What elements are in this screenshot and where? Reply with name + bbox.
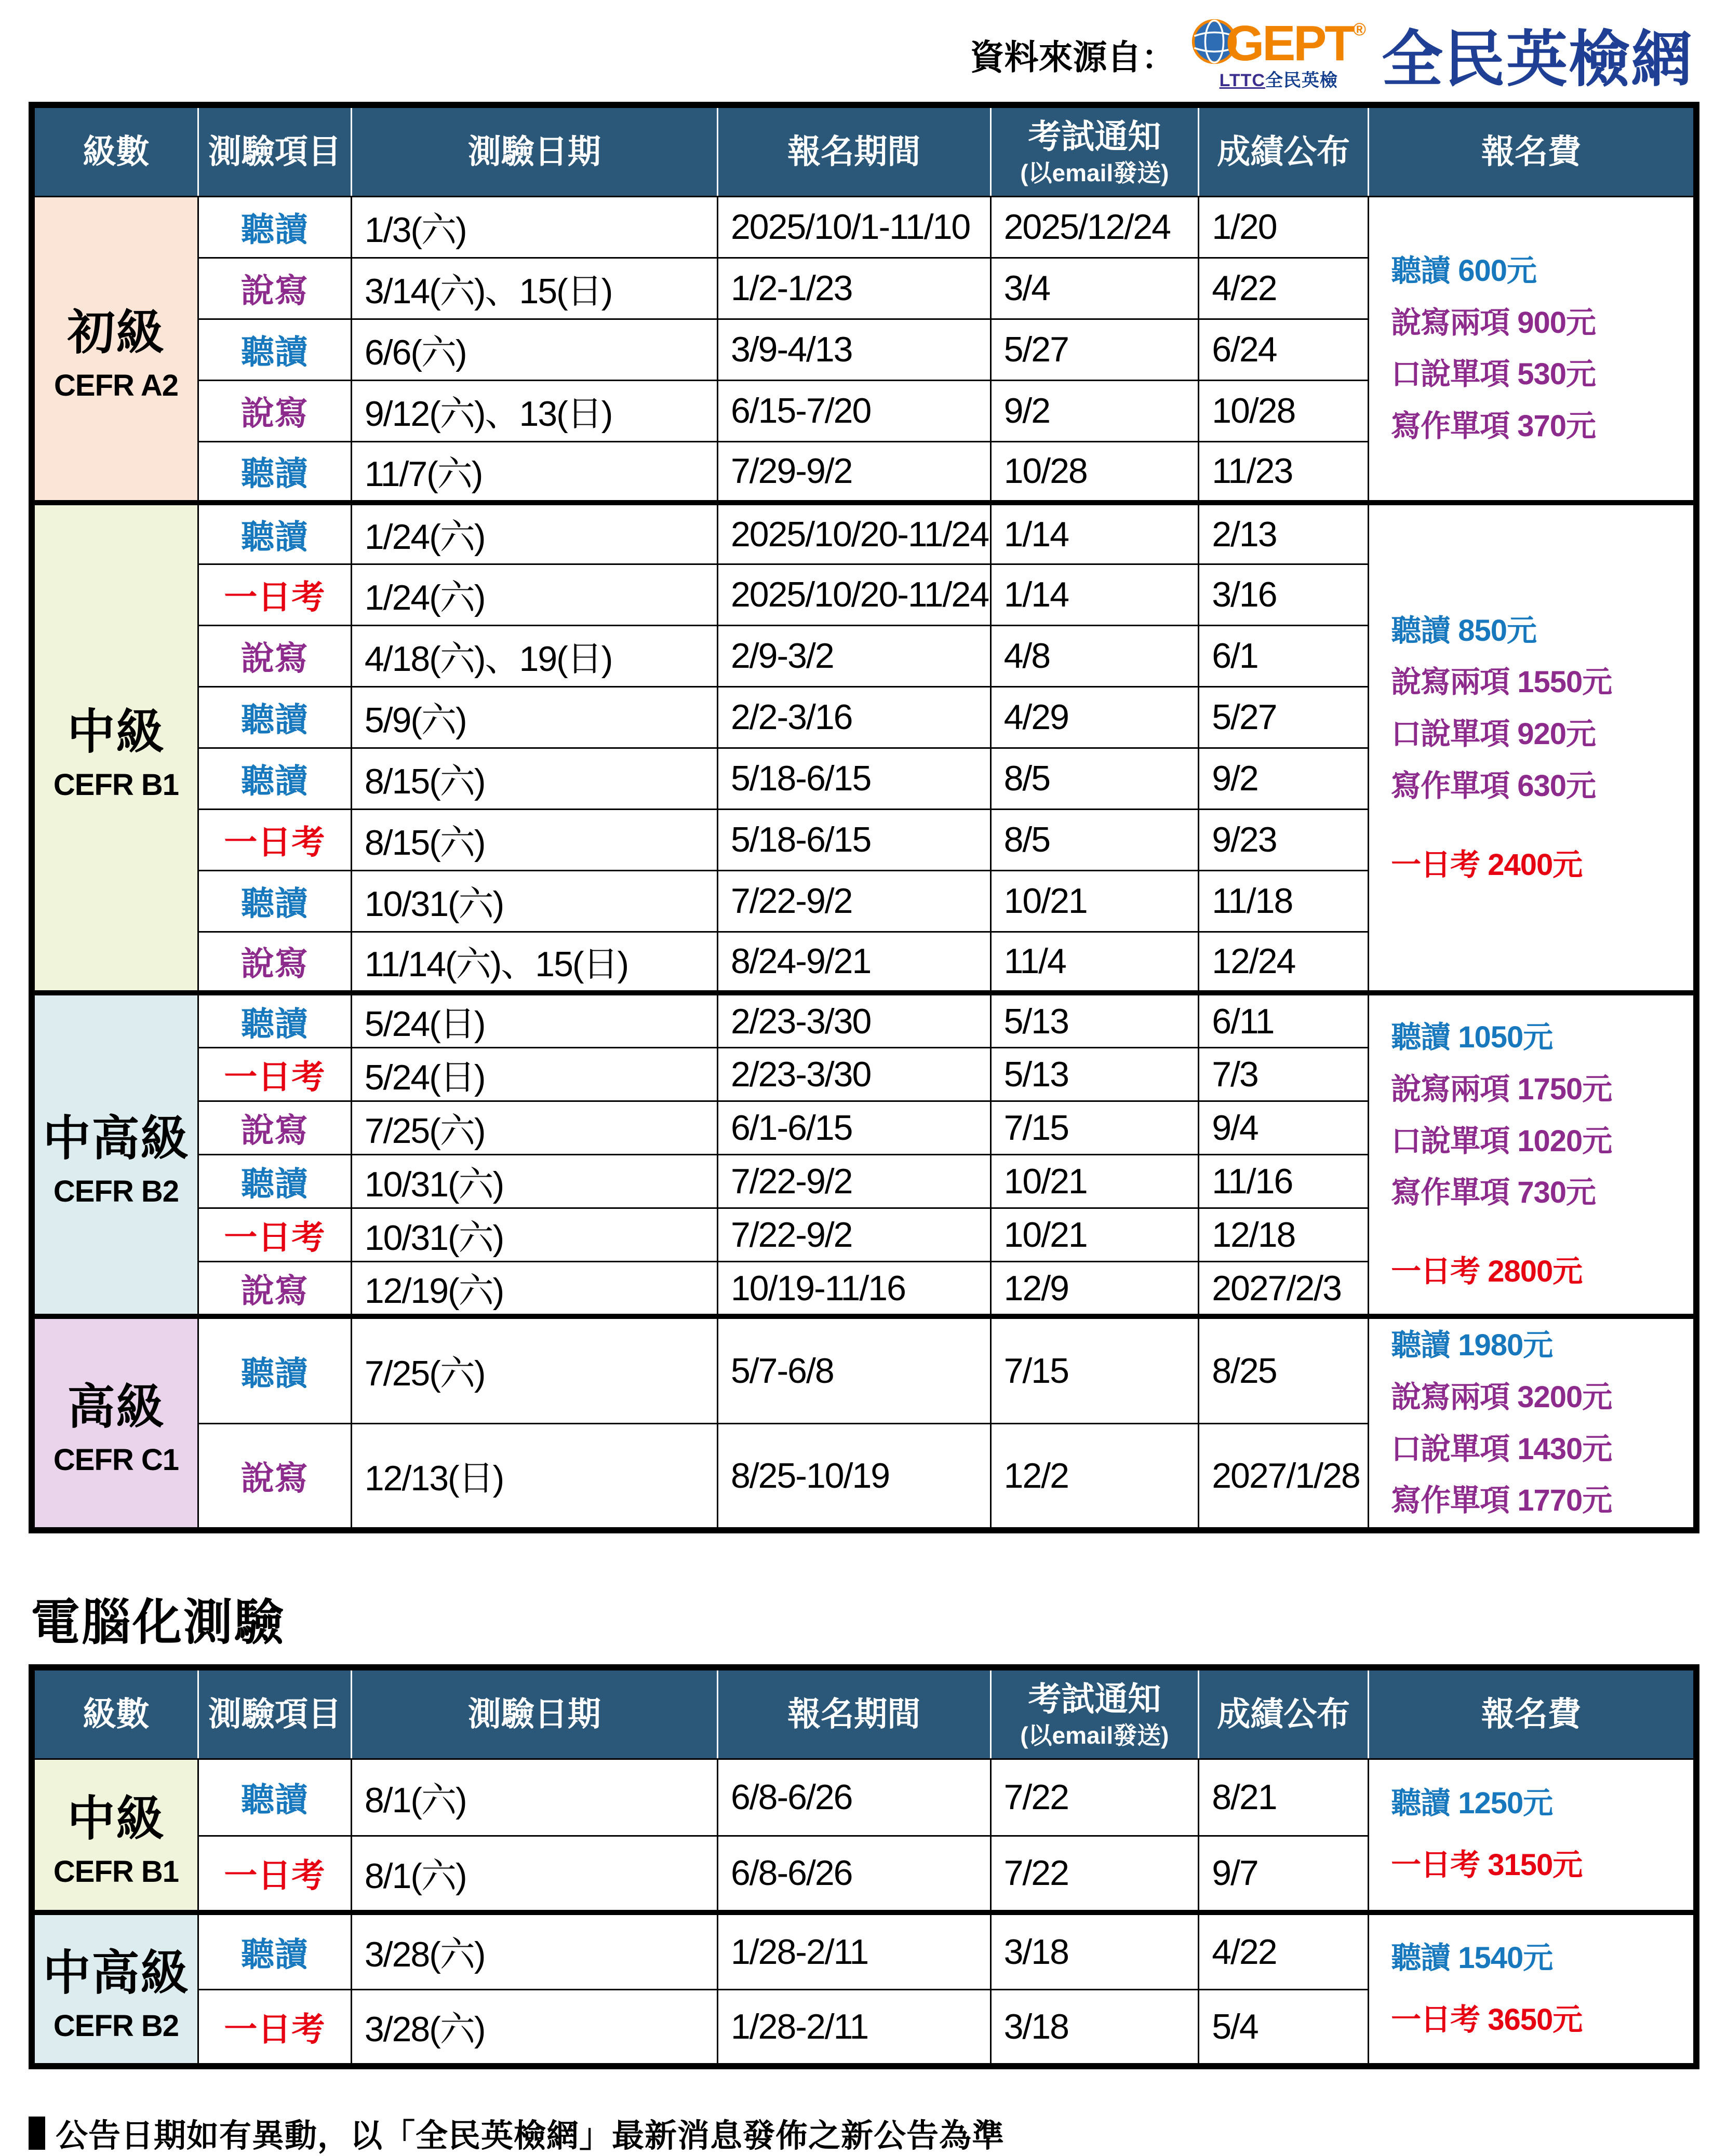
- exam-notice-cell: 9/2: [990, 380, 1199, 441]
- exam-item-cell: 一日考: [198, 1836, 352, 1912]
- exam-date-cell: 3/14(六)、15(日): [351, 258, 717, 319]
- paper-test-table: [29, 102, 1699, 1533]
- exam-notice-cell: 5/13: [990, 993, 1199, 1048]
- source-label: 資料來源自：: [970, 37, 1176, 76]
- fee-cell: [1369, 1912, 1696, 2066]
- level-cefr: CEFR A2: [54, 368, 178, 402]
- registration-period-cell: 6/8-6/26: [717, 1836, 990, 1912]
- exam-item-cell: 說寫: [198, 258, 352, 319]
- registration-period-cell: 7/22-9/2: [717, 1208, 990, 1262]
- exam-item-cell: 聽讀: [198, 1912, 352, 1989]
- registration-period-cell: 2/23-3/30: [717, 993, 990, 1048]
- score-release-cell: 6/11: [1199, 993, 1369, 1048]
- exam-row: [32, 1759, 1696, 1836]
- col-header-level: [32, 1667, 198, 1759]
- exam-notice-cell: 7/15: [990, 1101, 1199, 1155]
- registration-period-cell: 6/8-6/26: [717, 1759, 990, 1836]
- exam-date-cell: 5/9(六): [351, 686, 717, 748]
- exam-date-cell: 8/15(六): [351, 748, 717, 809]
- exam-item-cell: 聽讀: [198, 748, 352, 809]
- exam-date-cell: 8/15(六): [351, 809, 717, 870]
- fee-line: 口說單項 530元: [1391, 357, 1596, 392]
- exam-notice-cell: 3/18: [990, 1989, 1199, 2066]
- exam-date-cell: 5/24(日): [351, 1048, 717, 1101]
- exam-item-cell: 聽讀: [198, 503, 352, 564]
- exam-notice-cell: 12/9: [990, 1262, 1199, 1317]
- registration-period-cell: 7/22-9/2: [717, 870, 990, 932]
- score-release-cell: 10/28: [1199, 380, 1369, 441]
- exam-date-cell: 10/31(六): [351, 1155, 717, 1208]
- exam-notice-cell: 10/21: [990, 870, 1199, 932]
- registration-period-cell: 2/9-3/2: [717, 625, 990, 686]
- exam-item-cell: 說寫: [198, 380, 352, 441]
- fee-line: 寫作單項 630元: [1391, 769, 1596, 803]
- fee-line: 說寫兩項 900元: [1391, 305, 1596, 340]
- fee-cell: [1369, 993, 1696, 1316]
- exam-date-cell: 8/1(六): [351, 1836, 717, 1912]
- exam-date-cell: 3/28(六): [351, 1912, 717, 1989]
- col-header-label: 測驗日期: [467, 133, 601, 171]
- score-release-cell: 9/7: [1199, 1836, 1369, 1912]
- gept-logo: [1192, 16, 1366, 90]
- score-release-cell: 7/3: [1199, 1048, 1369, 1101]
- col-header-notice: [990, 1667, 1199, 1759]
- score-release-cell: 1/20: [1199, 196, 1369, 258]
- exam-date-cell: 11/7(六): [351, 441, 717, 503]
- exam-item-cell: 一日考: [198, 1048, 352, 1101]
- fee-line: 寫作單項 730元: [1391, 1176, 1596, 1210]
- level-name: 中高級: [43, 1947, 190, 2000]
- level-cefr: CEFR B1: [53, 1854, 179, 1889]
- exam-notice-cell: 8/5: [990, 809, 1199, 870]
- score-release-cell: 4/22: [1199, 258, 1369, 319]
- exam-notice-cell: 5/13: [990, 1048, 1199, 1101]
- level-cefr: CEFR B2: [53, 1175, 179, 1208]
- exam-date-cell: 4/18(六)、19(日): [351, 625, 717, 686]
- exam-row: [32, 503, 1696, 564]
- exam-item-cell: 聽讀: [198, 1759, 352, 1836]
- registration-period-cell: 3/9-4/13: [717, 319, 990, 380]
- exam-item-cell: 聽讀: [198, 1316, 352, 1423]
- fee-cell: [1369, 1316, 1696, 1530]
- gept-logo-top: [1192, 16, 1366, 71]
- level-cell: [32, 1912, 198, 2066]
- level-name: 初級: [67, 306, 165, 359]
- exam-date-cell: 10/31(六): [351, 870, 717, 932]
- score-release-cell: 9/23: [1199, 809, 1369, 870]
- col-header-label: 測驗日期: [467, 1695, 601, 1733]
- col-header-sublabel: (以email發送): [1020, 159, 1169, 186]
- exam-notice-cell: 12/2: [990, 1423, 1199, 1530]
- exam-notice-cell: 1/14: [990, 503, 1199, 564]
- fee-cell: [1369, 503, 1696, 993]
- score-release-cell: 9/2: [1199, 748, 1369, 809]
- score-release-cell: 6/24: [1199, 319, 1369, 380]
- col-header-label: 報名費: [1481, 133, 1582, 171]
- lttc-line: [1220, 72, 1338, 89]
- level-cefr: CEFR B1: [53, 767, 179, 802]
- col-header-date: [351, 105, 717, 196]
- exam-item-cell: 聽讀: [198, 870, 352, 932]
- exam-notice-cell: 7/22: [990, 1836, 1199, 1912]
- exam-item-cell: 一日考: [198, 809, 352, 870]
- lttc-label: LTTC: [1219, 71, 1265, 90]
- exam-notice-cell: 10/28: [990, 441, 1199, 503]
- registration-period-cell: 7/29-9/2: [717, 441, 990, 503]
- exam-date-cell: 7/25(六): [351, 1316, 717, 1423]
- fee-line: 聽讀 1980元: [1391, 1328, 1553, 1362]
- col-header-label: 級數: [83, 1695, 150, 1733]
- site-name: 全民英檢網: [1381, 25, 1693, 94]
- fee-line: 一日考 3150元: [1391, 1848, 1583, 1882]
- fee-line: 聽讀 1540元: [1391, 1941, 1553, 1975]
- fee-line: 口說單項 1020元: [1391, 1124, 1612, 1158]
- exam-notice-cell: 5/27: [990, 319, 1199, 380]
- exam-date-cell: 1/3(六): [351, 196, 717, 258]
- registration-period-cell: 10/19-11/16: [717, 1262, 990, 1317]
- exam-date-cell: 12/13(日): [351, 1423, 717, 1530]
- exam-notice-cell: 10/21: [990, 1208, 1199, 1262]
- score-release-cell: 11/23: [1199, 441, 1369, 503]
- exam-notice-cell: 8/5: [990, 748, 1199, 809]
- fee-line: 一日考 3650元: [1391, 2002, 1583, 2037]
- exam-row: [32, 196, 1696, 258]
- level-cefr: CEFR B2: [53, 2009, 179, 2043]
- col-header-item: [198, 105, 352, 196]
- exam-notice-cell: 2025/12/24: [990, 196, 1199, 258]
- registration-period-cell: 1/2-1/23: [717, 258, 990, 319]
- fee-line: 聽讀 600元: [1391, 253, 1536, 288]
- fee-line: 說寫兩項 1550元: [1391, 665, 1612, 699]
- exam-notice-cell: 4/29: [990, 686, 1199, 748]
- exam-item-cell: 說寫: [198, 1262, 352, 1317]
- exam-date-cell: 1/24(六): [351, 564, 717, 625]
- col-header-label: 測驗項目: [208, 133, 341, 171]
- fee-line: 說寫兩項 1750元: [1391, 1072, 1612, 1106]
- col-header-score: [1199, 105, 1369, 196]
- registration-period-cell: 6/15-7/20: [717, 380, 990, 441]
- level-cell: [32, 196, 198, 503]
- exam-item-cell: 聽讀: [198, 441, 352, 503]
- exam-notice-cell: 10/21: [990, 1155, 1199, 1208]
- score-release-cell: 9/4: [1199, 1101, 1369, 1155]
- exam-item-cell: 聽讀: [198, 1155, 352, 1208]
- computer-test-table: [29, 1664, 1699, 2069]
- level-cell: [32, 1316, 198, 1530]
- registration-period-cell: 2025/10/20-11/24: [717, 503, 990, 564]
- registration-period-cell: 2/23-3/30: [717, 1048, 990, 1101]
- exam-notice-cell: 7/15: [990, 1316, 1199, 1423]
- score-release-cell: 11/18: [1199, 870, 1369, 932]
- gept-wordmark: GEPT: [1225, 16, 1353, 71]
- col-header-label: 考試通知: [1028, 117, 1161, 155]
- exam-item-cell: 說寫: [198, 625, 352, 686]
- score-release-cell: 3/16: [1199, 564, 1369, 625]
- level-cell: [32, 503, 198, 993]
- registration-period-cell: 8/25-10/19: [717, 1423, 990, 1530]
- col-header-fee: [1369, 1667, 1696, 1759]
- col-header-reg: [717, 105, 990, 196]
- exam-notice-cell: 3/4: [990, 258, 1199, 319]
- fee-line: 一日考 2800元: [1391, 1255, 1583, 1289]
- registration-period-cell: 5/7-6/8: [717, 1316, 990, 1423]
- registered-mark: ®: [1353, 20, 1366, 39]
- exam-date-cell: 12/19(六): [351, 1262, 717, 1317]
- registration-period-cell: 2025/10/1-11/10: [717, 196, 990, 258]
- fee-line: 聽讀 1250元: [1391, 1786, 1553, 1821]
- fee-line: 一日考 2400元: [1391, 847, 1583, 882]
- exam-item-cell: 聽讀: [198, 319, 352, 380]
- score-release-cell: 11/16: [1199, 1155, 1369, 1208]
- col-header-item: [198, 1667, 352, 1759]
- score-release-cell: 12/18: [1199, 1208, 1369, 1262]
- level-cefr: CEFR C1: [53, 1443, 179, 1477]
- source-attribution: [29, 0, 1699, 102]
- exam-notice-cell: 7/22: [990, 1759, 1199, 1836]
- registration-period-cell: 5/18-6/15: [717, 809, 990, 870]
- level-name: 中級: [67, 705, 165, 759]
- col-header-level: [32, 105, 198, 196]
- fee-line: 口說單項 920元: [1391, 717, 1596, 751]
- registration-period-cell: 5/18-6/15: [717, 748, 990, 809]
- exam-item-cell: 說寫: [198, 1101, 352, 1155]
- score-release-cell: 6/1: [1199, 625, 1369, 686]
- exam-date-cell: 7/25(六): [351, 1101, 717, 1155]
- exam-item-cell: 聽讀: [198, 993, 352, 1048]
- fee-line: 說寫兩項 3200元: [1391, 1380, 1612, 1414]
- exam-notice-cell: 1/14: [990, 564, 1199, 625]
- fee-cell: [1369, 196, 1696, 503]
- exam-date-cell: 5/24(日): [351, 993, 717, 1048]
- footnote-text: 公告日期如有異動，以「全民英檢網」最新消息發佈之新公告為準: [56, 2118, 1005, 2154]
- registration-period-cell: 1/28-2/11: [717, 1912, 990, 1989]
- computer-test-title: 電腦化測驗: [31, 1595, 286, 1650]
- col-header-score: [1199, 1667, 1369, 1759]
- col-header-label: 報名期間: [787, 1695, 921, 1733]
- exam-item-cell: 一日考: [198, 1208, 352, 1262]
- level-cell: [32, 1759, 198, 1912]
- col-header-label: 成績公布: [1217, 133, 1350, 171]
- col-header-label: 測驗項目: [208, 1695, 341, 1733]
- registration-period-cell: 2/2-3/16: [717, 686, 990, 748]
- exam-item-cell: 聽讀: [198, 196, 352, 258]
- col-header-label: 報名期間: [787, 133, 921, 171]
- score-release-cell: 2027/1/28: [1199, 1423, 1369, 1530]
- col-header-label: 考試通知: [1028, 1680, 1161, 1718]
- exam-date-cell: 9/12(六)、13(日): [351, 380, 717, 441]
- fee-line: 口說單項 1430元: [1391, 1432, 1612, 1466]
- score-release-cell: 5/27: [1199, 686, 1369, 748]
- level-name: 中高級: [43, 1112, 190, 1165]
- col-header-sublabel: (以email發送): [1020, 1721, 1169, 1749]
- exam-row: [32, 1912, 1696, 1989]
- exam-date-cell: 8/1(六): [351, 1759, 717, 1836]
- square-bullet-icon: [29, 2117, 45, 2150]
- level-name: 中級: [67, 1792, 165, 1845]
- header-row: [32, 105, 1696, 196]
- exam-notice-cell: 11/4: [990, 932, 1199, 993]
- score-release-cell: 8/21: [1199, 1759, 1369, 1836]
- fee-line: 寫作單項 370元: [1391, 409, 1596, 443]
- col-header-date: [351, 1667, 717, 1759]
- exam-item-cell: 說寫: [198, 932, 352, 993]
- score-release-cell: 8/25: [1199, 1316, 1369, 1423]
- score-release-cell: 2027/2/3: [1199, 1262, 1369, 1317]
- exam-item-cell: 一日考: [198, 564, 352, 625]
- exam-item-cell: 說寫: [198, 1423, 352, 1530]
- score-release-cell: 4/22: [1199, 1912, 1369, 1989]
- score-release-cell: 2/13: [1199, 503, 1369, 564]
- fee-line: 聽讀 850元: [1391, 613, 1536, 648]
- exam-notice-cell: 3/18: [990, 1912, 1199, 1989]
- registration-period-cell: 2025/10/20-11/24: [717, 564, 990, 625]
- exam-item-cell: 一日考: [198, 1989, 352, 2066]
- exam-item-cell: 聽讀: [198, 686, 352, 748]
- score-release-cell: 12/24: [1199, 932, 1369, 993]
- exam-date-cell: 6/6(六): [351, 319, 717, 380]
- lttc-sublabel: 全民英檢: [1265, 71, 1338, 90]
- col-header-label: 級數: [83, 133, 150, 171]
- score-release-cell: 5/4: [1199, 1989, 1369, 2066]
- fee-line: 寫作單項 1770元: [1391, 1484, 1612, 1518]
- col-header-label: 報名費: [1481, 1695, 1582, 1733]
- fee-cell: [1369, 1759, 1696, 1912]
- registration-period-cell: 7/22-9/2: [717, 1155, 990, 1208]
- col-header-notice: [990, 105, 1199, 196]
- level-cell: [32, 993, 198, 1316]
- level-name: 高級: [67, 1381, 165, 1434]
- registration-period-cell: 1/28-2/11: [717, 1989, 990, 2066]
- header-row: [32, 1667, 1696, 1759]
- col-header-reg: [717, 1667, 990, 1759]
- exam-notice-cell: 4/8: [990, 625, 1199, 686]
- registration-period-cell: 6/1-6/15: [717, 1101, 990, 1155]
- exam-date-cell: 10/31(六): [351, 1208, 717, 1262]
- col-header-label: 成績公布: [1217, 1695, 1350, 1733]
- registration-period-cell: 8/24-9/21: [717, 932, 990, 993]
- exam-row: [32, 1316, 1696, 1423]
- exam-date-cell: 1/24(六): [351, 503, 717, 564]
- exam-date-cell: 3/28(六): [351, 1989, 717, 2066]
- col-header-fee: [1369, 105, 1696, 196]
- fee-line: 聽讀 1050元: [1391, 1020, 1553, 1055]
- footnote: [29, 2110, 1699, 2156]
- exam-date-cell: 11/14(六)、15(日): [351, 932, 717, 993]
- exam-row: [32, 993, 1696, 1048]
